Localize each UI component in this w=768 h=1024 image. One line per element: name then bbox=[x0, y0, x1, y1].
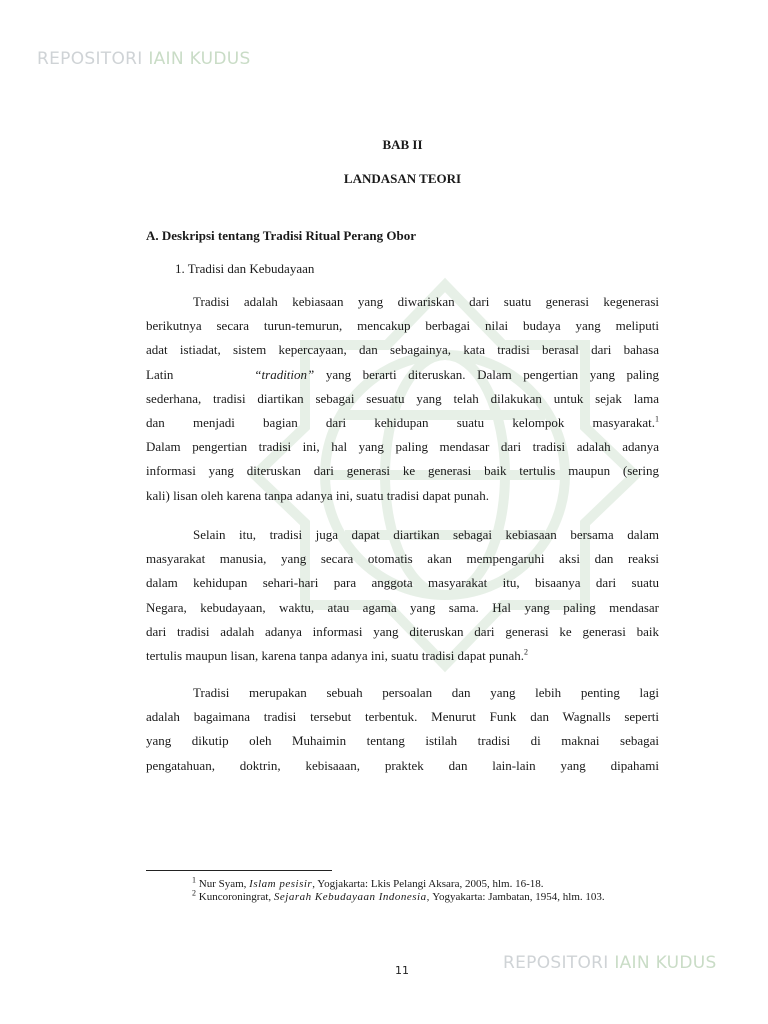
text-line: kali) lisan oleh karena tanpa adanya ini, suatu tradisi dapat punah. bbox=[146, 487, 489, 503]
text-line: dalam kehidupan sehari-hari para anggota masyarakat itu, bisaanya dari suatu bbox=[146, 575, 659, 591]
text-line: sederhana, tradisi diartikan sebagai sesuatu yang telah dilakukan untuk sejak lama bbox=[146, 390, 659, 406]
paragraph-3 bbox=[146, 681, 659, 778]
text-line: Tradisi merupakan sebuah persoalan dan yang lebih penting lagi bbox=[193, 685, 659, 700]
paragraph-1 bbox=[146, 290, 659, 508]
footnote-ref[interactable]: 2 bbox=[523, 647, 528, 657]
italic-term: “tradition” bbox=[254, 366, 315, 382]
text-line: dari tradisi adalah adanya informasi yang diteruskan dari generasi ke generasi baik bbox=[146, 623, 659, 639]
watermark-top: REPOSITORI IAIN KUDUS bbox=[37, 49, 251, 69]
text-line: pengatahuan, doktrin, kebisaaan, praktek dan lain-lain yang dipahami bbox=[146, 757, 659, 773]
text-line: adat istiadat, sistem kepercayaan, dan sebagainya, kata tradisi berasal dari bahasa bbox=[146, 342, 659, 358]
chapter-title: LANDASAN TEORI bbox=[343, 171, 462, 186]
section-heading: A. Deskripsi tentang Tradisi Ritual Perang Obor bbox=[146, 228, 417, 243]
footnote-1: $^1$ Nur Syam, Islam pesisir, Yogjakarta: Lkis Pelangi Aksara, 2005, hlm. 16-18. bbox=[192, 875, 544, 890]
text-line: tertulis maupun lisan, karena tanpa adanya ini, suatu tradisi dapat punah.$^2$ bbox=[146, 647, 528, 664]
text-line: Selain itu, tradisi juga dapat diartikan sebagai kebiasaan bersama dalam bbox=[193, 527, 659, 542]
text-line: Negara, kebudayaan, waktu, atau agama yang sama. Hal yang paling mendasar bbox=[146, 599, 659, 615]
text-line: yang dikutip oleh Muhaimin tentang istilah tradisi di maknai sebagai bbox=[146, 733, 659, 749]
subsection-heading: 1. Tradisi dan Kebudayaan bbox=[175, 261, 315, 276]
footnote-ref[interactable]: 1 bbox=[655, 414, 659, 424]
text-line: dan menjadi bagian dari kehidupan suatu kelompok masyarakat.$^1$ bbox=[146, 414, 659, 431]
text-line: Dalam pengertian tradisi ini, hal yang paling mendasar dari tradisi adalah adanya bbox=[146, 439, 659, 455]
text-line: adalah bagaimana tradisi tersebut terbentuk. Menurut Funk dan Wagnalls seperti bbox=[146, 709, 659, 725]
paragraph-2 bbox=[146, 523, 659, 668]
footnote-divider bbox=[146, 870, 332, 871]
watermark-bottom: REPOSITORI IAIN KUDUS bbox=[503, 953, 717, 973]
footnote-2: $^2$ Kuncoroningrat, Sejarah Kebudayaan Indonesia, Yogyakarta: Jambatan, 1954, hlm. 103. bbox=[192, 888, 605, 903]
chapter-number: BAB II bbox=[382, 137, 423, 152]
text-line: masyarakat manusia, yang secara otomatis akan mempengaruhi aksi dan reaksi bbox=[146, 551, 659, 567]
text-line: Tradisi adalah kebiasaan yang diwariskan dari suatu generasi kegenerasi bbox=[193, 294, 659, 309]
text-line: berikutnya secara turun-temurun, mencakup berbagai nilai budaya yang meliputi bbox=[146, 318, 659, 334]
text-line: Latin “tradition” yang berarti diteruskan. Dalam pengertian yang paling bbox=[146, 366, 660, 382]
page-number: 11 bbox=[395, 964, 409, 977]
text-line: informasi yang diteruskan dari generasi ke generasi baik tertulis maupun (sering bbox=[146, 463, 659, 479]
